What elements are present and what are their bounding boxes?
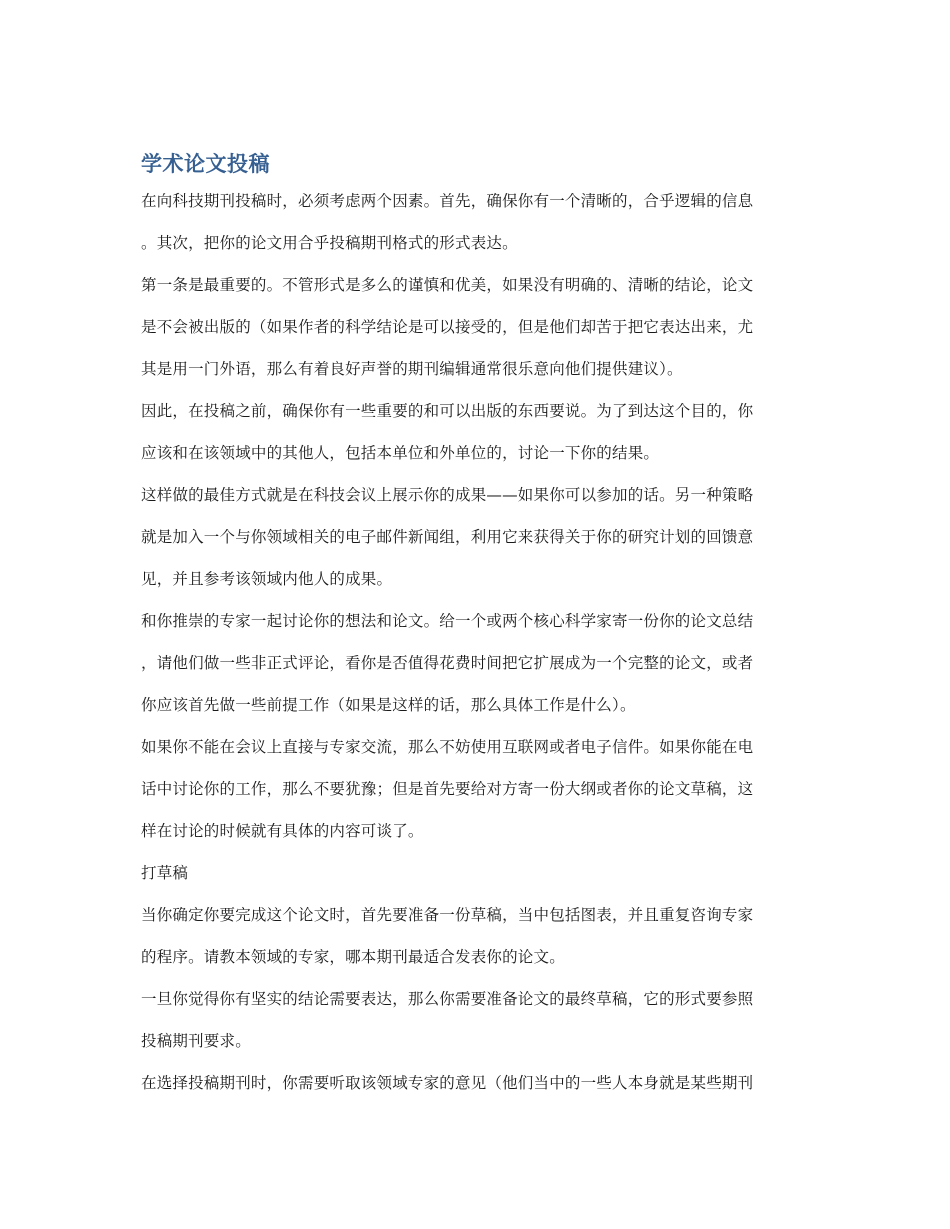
paragraph-line: 应该和在该领域中的其他人，包括本单位和外单位的，讨论一下你的结果。 [141, 444, 660, 462]
paragraph-line: 和你推崇的专家一起讨论你的想法和论文。给一个或两个核心科学家寄一份你的论文总结 [141, 612, 754, 630]
paragraph-line: 。其次，把你的论文用合乎投稿期刊格式的形式表达。 [141, 234, 518, 252]
paragraph [141, 1062, 811, 1104]
paragraph [141, 726, 811, 852]
paragraph-line: 样在讨论的时候就有具体的内容可谈了。 [141, 822, 424, 840]
paragraph [141, 894, 811, 978]
paragraph-line: 话中讨论你的工作，那么不要犹豫；但是首先要给对方寄一份大纲或者你的论文草稿，这 [141, 780, 754, 798]
paragraph-line: 因此，在投稿之前，确保你有一些重要的和可以出版的东西要说。为了到达这个目的，你 [141, 402, 754, 420]
paragraph-line: 的程序。请教本领域的专家，哪本期刊最适合发表你的论文。 [141, 948, 565, 966]
paragraph [141, 180, 811, 264]
paragraph-line: 这样做的最佳方式就是在科技会议上展示你的成果——如果你可以参加的话。另一种策略 [141, 486, 754, 504]
section-heading-draft [141, 852, 811, 894]
paragraph [141, 978, 811, 1062]
paragraph-list [141, 180, 811, 1104]
paragraph-line: 第一条是最重要的。不管形式是多么的谨慎和优美，如果没有明确的、清晰的结论，论文 [141, 276, 754, 294]
paragraph-line: 就是加入一个与你领域相关的电子邮件新闻组，利用它来获得关于你的研究计划的回馈意 [141, 528, 754, 546]
paragraph-line: ，请他们做一些非正式评论，看你是否值得花费时间把它扩展成为一个完整的论文，或者 [141, 654, 754, 672]
paragraph-line: 打草稿 [141, 864, 189, 882]
paragraph-line: 是不会被出版的（如果作者的科学结论是可以接受的，但是他们却苦于把它表达出来，尤 [141, 318, 754, 336]
paragraph [141, 600, 811, 726]
paragraph-line: 见，并且参考该领域内他人的成果。 [141, 570, 393, 588]
paragraph [141, 264, 811, 390]
paragraph-line: 当你确定你要完成这个论文时，首先要准备一份草稿，当中包括图表，并且重复咨询专家 [141, 906, 754, 924]
paragraph-line: 在选择投稿期刊时，你需要听取该领域专家的意见（他们当中的一些人本身就是某些期刊 [141, 1074, 754, 1092]
paragraph-line: 在向科技期刊投稿时，必须考虑两个因素。首先，确保你有一个清晰的，合乎逻辑的信息 [141, 192, 754, 210]
document-title: 学术论文投稿 [141, 152, 270, 176]
paragraph-line: 你应该首先做一些前提工作（如果是这样的话，那么具体工作是什么）。 [141, 696, 636, 714]
paragraph [141, 474, 811, 600]
paragraph-line: 投稿期刊要求。 [141, 1032, 251, 1050]
paragraph-line: 其是用一门外语，那么有着良好声誉的期刊编辑通常很乐意向他们提供建议）。 [141, 360, 683, 378]
paragraph [141, 390, 811, 474]
document-body [141, 150, 811, 1104]
paragraph-line: 如果你不能在会议上直接与专家交流，那么不妨使用互联网或者电子信件。如果你能在电 [141, 738, 754, 756]
paragraph-line: 一旦你觉得你有坚实的结论需要表达，那么你需要准备论文的最终草稿，它的形式要参照 [141, 990, 754, 1008]
